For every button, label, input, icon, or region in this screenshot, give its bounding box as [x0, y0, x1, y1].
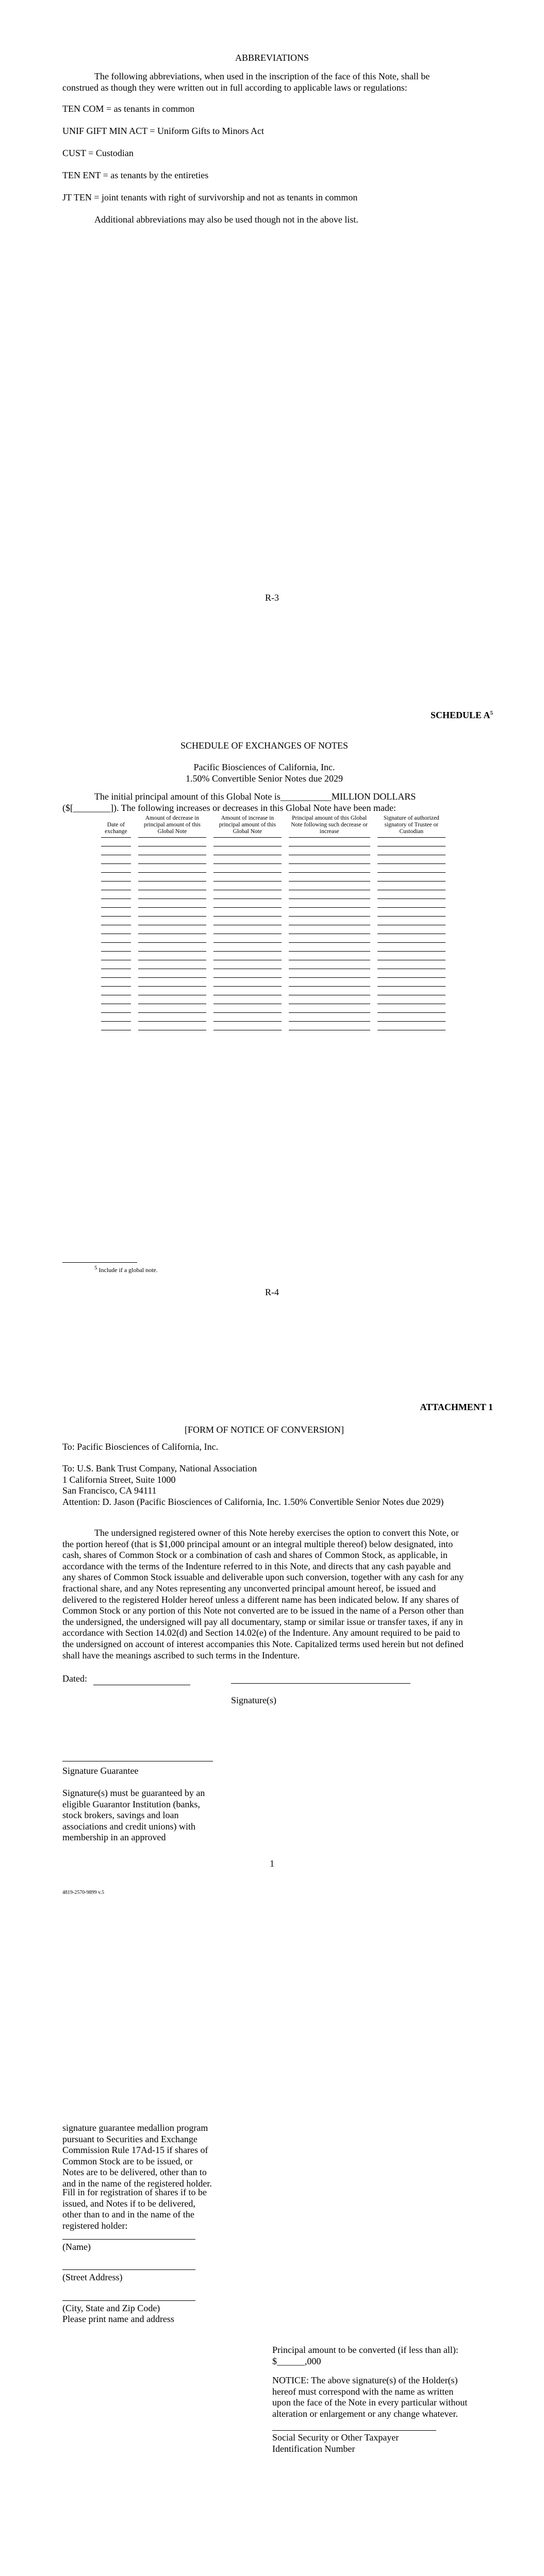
cell-increase[interactable] — [213, 899, 282, 908]
page-abbreviations — [0, 0, 544, 696]
abbreviation-ten-ent: TEN ENT = as tenants by the entireties — [62, 170, 209, 180]
trustee-address — [62, 1463, 466, 1507]
schedule-row — [101, 846, 446, 855]
cell-principal[interactable] — [289, 1004, 370, 1013]
fill-in-instructions: Fill in for registration of shares if to be issued, and Notes if to be delivered, other than to and in the name of the registered holder: — [62, 2187, 207, 2231]
schedule-row — [101, 943, 446, 952]
page-number: R-3 — [265, 592, 279, 603]
cell-date[interactable] — [101, 890, 131, 899]
schedule-table — [94, 815, 453, 1030]
cell-date[interactable] — [101, 873, 131, 882]
cell-increase[interactable] — [213, 960, 282, 969]
column-date-of-exchange: Date of exchange — [101, 815, 131, 838]
cell-date[interactable] — [101, 855, 131, 864]
page-notice-of-conversion — [0, 1386, 544, 2123]
column-amount-increase: Amount of increase in principal amount of this Global Note — [213, 815, 282, 838]
page-number: 1 — [270, 1858, 274, 1869]
cell-principal[interactable] — [289, 908, 370, 917]
abbreviations-title: ABBREVIATIONS — [235, 53, 309, 63]
cell-principal[interactable] — [289, 987, 370, 995]
cell-principal[interactable] — [289, 969, 370, 978]
schedule-row — [101, 838, 446, 846]
signature-guarantee-label: Signature Guarantee — [62, 1766, 139, 1776]
abbreviation-cust: CUST = Custodian — [62, 148, 134, 158]
schedule-row — [101, 873, 446, 882]
page-notice-of-conversion-continued — [0, 2123, 544, 2576]
taxpayer-id-label: Social Security or Other Taxpayer Identification Number — [272, 2432, 399, 2454]
schedule-row — [101, 1022, 446, 1030]
schedule-row — [101, 952, 446, 960]
footnote-rule — [62, 1262, 137, 1263]
cell-increase[interactable] — [213, 987, 282, 995]
cell-date[interactable] — [101, 846, 131, 855]
cell-signature[interactable] — [377, 890, 446, 899]
cell-signature[interactable] — [377, 978, 446, 987]
schedule-row — [101, 890, 446, 899]
schedule-table-body — [101, 838, 446, 1030]
cell-increase[interactable] — [213, 873, 282, 882]
cell-signature[interactable] — [377, 943, 446, 952]
cell-decrease[interactable] — [138, 952, 206, 960]
cell-signature[interactable] — [377, 1013, 446, 1022]
cell-increase[interactable] — [213, 943, 282, 952]
cell-principal[interactable] — [289, 925, 370, 934]
cell-increase[interactable] — [213, 934, 282, 943]
schedule-row — [101, 960, 446, 969]
cell-signature[interactable] — [377, 960, 446, 969]
cell-date[interactable] — [101, 917, 131, 925]
abbreviation-jt-ten: JT TEN = joint tenants with right of survivorship and not as tenants in common — [62, 192, 358, 202]
principal-amount-label: Principal amount to be converted (if less than all): — [272, 2345, 458, 2355]
abbreviation-ten-com: TEN COM = as tenants in common — [62, 104, 195, 114]
cell-principal[interactable] — [289, 882, 370, 890]
abbreviations-intro: The following abbreviations, when used in the inscription of the face of this Note, shall be construed as though they were written out in full according to applicable laws or regulations: — [62, 71, 430, 93]
cell-decrease[interactable] — [138, 925, 206, 934]
schedule-row — [101, 987, 446, 995]
cell-increase[interactable] — [213, 838, 282, 846]
cell-increase[interactable] — [213, 995, 282, 1004]
cell-increase[interactable] — [213, 855, 282, 864]
cell-principal[interactable] — [289, 873, 370, 882]
cell-principal[interactable] — [289, 917, 370, 925]
cell-principal[interactable] — [289, 838, 370, 846]
cell-date[interactable] — [101, 882, 131, 890]
cell-principal[interactable] — [289, 995, 370, 1004]
schedule-row — [101, 969, 446, 978]
cell-signature[interactable] — [377, 864, 446, 873]
cell-decrease[interactable] — [138, 846, 206, 855]
cell-increase[interactable] — [213, 882, 282, 890]
cell-signature[interactable] — [377, 873, 446, 882]
cell-date[interactable] — [101, 899, 131, 908]
cell-decrease[interactable] — [138, 917, 206, 925]
cell-signature[interactable] — [377, 952, 446, 960]
cell-decrease[interactable] — [138, 1004, 206, 1013]
cell-principal[interactable] — [289, 890, 370, 899]
cell-principal[interactable] — [289, 960, 370, 969]
schedule-row — [101, 1004, 446, 1013]
cell-increase[interactable] — [213, 978, 282, 987]
signature-guarantee-text: Signature(s) must be guaranteed by an eligible Guarantor Institution (banks, stock brokers, savings and loan associations and credit unions) with membership in an approved — [62, 1788, 205, 1843]
cell-decrease[interactable] — [138, 943, 206, 952]
cell-signature[interactable] — [377, 908, 446, 917]
city-state-zip-line[interactable] — [62, 2300, 195, 2301]
schedule-notes: 1.50% Convertible Senior Notes due 2029 — [186, 773, 343, 784]
guarantee-continuation: signature guarantee medallion program pursuant to Securities and Exchange Commission Rule 17Ad-15 if shares of Common Stock are to be issued, or Notes are to be delivered, other than to and in the name of the registered holder. — [62, 2123, 212, 2189]
cell-decrease[interactable] — [138, 987, 206, 995]
cell-principal[interactable] — [289, 943, 370, 952]
additional-abbreviations-note: Additional abbreviations may also be used though not in the above list. — [94, 214, 358, 225]
schedule-row — [101, 995, 446, 1004]
column-principal-following: Principal amount of this Global Note following such decrease or increase — [289, 815, 370, 838]
footnote: $^5$ Include if a global note. — [94, 1265, 158, 1274]
cell-signature[interactable] — [377, 1004, 446, 1013]
cell-signature[interactable] — [377, 925, 446, 934]
cell-date[interactable] — [101, 925, 131, 934]
cell-date[interactable] — [101, 838, 131, 846]
principal-amount-field[interactable]: $______,000 — [272, 2356, 321, 2366]
cell-decrease[interactable] — [138, 855, 206, 864]
cell-increase[interactable] — [213, 1004, 282, 1013]
schedule-footnote-ref: 5 — [490, 710, 493, 716]
cell-increase[interactable] — [213, 969, 282, 978]
cell-increase[interactable] — [213, 917, 282, 925]
holder-signature-notice: NOTICE: The above signature(s) of the Holder(s) hereof must correspond with the name as written upon the face of the Note in every particular without alteration or enlargement or any change whatever. — [272, 2375, 468, 2419]
cell-decrease[interactable] — [138, 899, 206, 908]
footer-document-code: 4819-2570-9899 v.5 — [62, 1890, 105, 1895]
cell-signature[interactable] — [377, 995, 446, 1004]
cell-decrease[interactable] — [138, 969, 206, 978]
schedule-row — [101, 925, 446, 934]
cell-decrease[interactable] — [138, 873, 206, 882]
cell-increase[interactable] — [213, 925, 282, 934]
dated-field[interactable] — [93, 1673, 190, 1685]
taxpayer-id-line[interactable] — [272, 2430, 436, 2431]
conversion-body: The undersigned registered owner of this Note hereby exercises the option to convert this Note, or the portion hereof (that is $1,000 principal amount or an integral multiple thereof) below designated, into cash, shares of Common Stock or a combination of cash and shares of Common Stock, as applicable, in accordance with the terms of the Indenture referred to in this Note, and directs that any cash payable and any shares of Common Stock issuable and deliverable upon such conversion, together with any cash for any fractional share, and any Notes representing any unconverted principal amount hereof, be issued and delivered to the registered Holder hereof unless a different name has been indicated below. If any shares of Common Stock or any portion of this Note not converted are to be issued in the name of a Person other than the undersigned, the undersigned will pay all documentary, stamp or similar issue or transfer taxes, if any in accordance with Section 14.02(d) and Section 14.02(e) of the Indenture. Any amount required to be paid to the undersigned on account of interest accompanies this Note. Capitalized terms used herein but not defined shall have the meanings ascribed to such terms in the Indenture. — [62, 1528, 464, 1660]
cell-date[interactable] — [101, 969, 131, 978]
cell-increase[interactable] — [213, 1022, 282, 1030]
cell-principal[interactable] — [289, 899, 370, 908]
cell-date[interactable] — [101, 960, 131, 969]
cell-date[interactable] — [101, 987, 131, 995]
schedule-row — [101, 908, 446, 917]
cell-decrease[interactable] — [138, 890, 206, 899]
cell-principal[interactable] — [289, 952, 370, 960]
cell-signature[interactable] — [377, 969, 446, 978]
cell-date[interactable] — [101, 1013, 131, 1022]
cell-principal[interactable] — [289, 934, 370, 943]
page-number: R-4 — [265, 1287, 279, 1297]
cell-signature[interactable] — [377, 846, 446, 855]
cell-increase[interactable] — [213, 952, 282, 960]
cell-principal[interactable] — [289, 855, 370, 864]
street-address-label: (Street Address) — [62, 2272, 123, 2282]
cell-date[interactable] — [101, 978, 131, 987]
column-amount-decrease: Amount of decrease in principal amount of this Global Note — [138, 815, 206, 838]
cell-date[interactable] — [101, 864, 131, 873]
page-schedule-a — [0, 696, 544, 1386]
name-line[interactable] — [62, 2239, 195, 2240]
cell-decrease[interactable] — [138, 838, 206, 846]
column-signature-trustee: Signature of authorized signatory of Trustee or Custodian — [377, 815, 446, 838]
signature-label: Signature(s) — [231, 1695, 276, 1705]
schedule-row — [101, 1013, 446, 1022]
schedule-initial-amount: The initial principal amount of this Global Note is___________MILLION DOLLARS ($[________]). The following increases or decreases in this Global Note have been made: — [62, 791, 416, 813]
cell-principal[interactable] — [289, 1013, 370, 1022]
cell-decrease[interactable] — [138, 934, 206, 943]
cell-date[interactable] — [101, 995, 131, 1004]
cell-decrease[interactable] — [138, 864, 206, 873]
cell-increase[interactable] — [213, 846, 282, 855]
cell-principal[interactable] — [289, 846, 370, 855]
schedule-title: SCHEDULE OF EXCHANGES OF NOTES — [180, 740, 349, 751]
cell-signature[interactable] — [377, 987, 446, 995]
schedule-row — [101, 978, 446, 987]
attachment-label: ATTACHMENT 1 — [420, 1402, 493, 1412]
cell-date[interactable] — [101, 1022, 131, 1030]
cell-date[interactable] — [101, 1004, 131, 1013]
cell-decrease[interactable] — [138, 1013, 206, 1022]
cell-date[interactable] — [101, 952, 131, 960]
cell-increase[interactable] — [213, 908, 282, 917]
cell-date[interactable] — [101, 943, 131, 952]
cell-signature[interactable] — [377, 917, 446, 925]
schedule-row — [101, 934, 446, 943]
cell-signature[interactable] — [377, 855, 446, 864]
schedule-row — [101, 917, 446, 925]
trustee-line: San Francisco, CA 94111 — [62, 1485, 157, 1496]
cell-increase[interactable] — [213, 1013, 282, 1022]
cell-increase[interactable] — [213, 864, 282, 873]
cell-date[interactable] — [101, 908, 131, 917]
dated-label: Dated: — [62, 1673, 87, 1684]
signature-line[interactable] — [231, 1683, 410, 1684]
cell-principal[interactable] — [289, 1022, 370, 1030]
cell-principal[interactable] — [289, 864, 370, 873]
print-name-address-label: Please print name and address — [62, 2314, 174, 2324]
cell-signature[interactable] — [377, 899, 446, 908]
cell-signature[interactable] — [377, 934, 446, 943]
trustee-line: 1 California Street, Suite 1000 — [62, 1474, 176, 1485]
cell-date[interactable] — [101, 934, 131, 943]
schedule-row — [101, 882, 446, 890]
cell-decrease[interactable] — [138, 1022, 206, 1030]
city-state-zip-label: (City, State and Zip Code) — [62, 2303, 160, 2313]
cell-decrease[interactable] — [138, 882, 206, 890]
to-company: To: Pacific Biosciences of California, Inc. — [62, 1442, 219, 1452]
cell-decrease[interactable] — [138, 908, 206, 917]
trustee-line: Attention: D. Jason (Pacific Biosciences of California, Inc. 1.50% Convertible Senior Notes due 2029) — [62, 1496, 444, 1507]
cell-decrease[interactable] — [138, 995, 206, 1004]
trustee-line: To: U.S. Bank Trust Company, National Association — [62, 1463, 257, 1473]
cell-signature[interactable] — [377, 882, 446, 890]
schedule-row — [101, 899, 446, 908]
schedule-a-label: SCHEDULE $A^5$ — [430, 710, 493, 720]
schedule-row — [101, 855, 446, 864]
schedule-company: Pacific Biosciences of California, Inc. — [193, 762, 335, 772]
name-label: (Name) — [62, 2242, 91, 2252]
form-title: [FORM OF NOTICE OF CONVERSION] — [184, 1425, 344, 1435]
street-address-line[interactable] — [62, 2269, 195, 2270]
cell-signature[interactable] — [377, 1022, 446, 1030]
cell-increase[interactable] — [213, 890, 282, 899]
cell-signature[interactable] — [377, 838, 446, 846]
cell-decrease[interactable] — [138, 978, 206, 987]
abbreviation-unif-gift-min-act: UNIF GIFT MIN ACT = Uniform Gifts to Minors Act — [62, 126, 264, 136]
cell-decrease[interactable] — [138, 960, 206, 969]
schedule-row — [101, 864, 446, 873]
cell-principal[interactable] — [289, 978, 370, 987]
